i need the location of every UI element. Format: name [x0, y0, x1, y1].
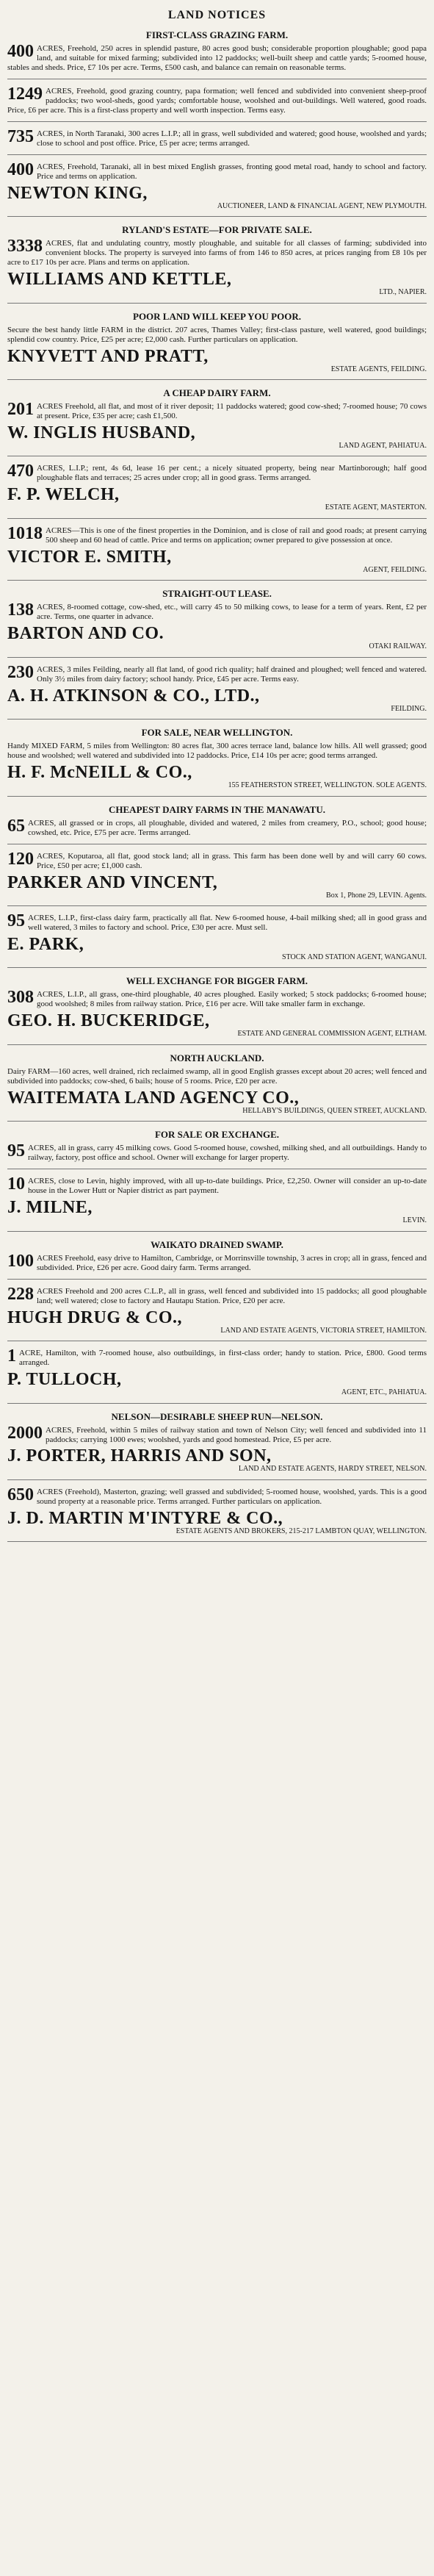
agent-details: ESTATE AGENTS AND BROKERS, 215-217 LAMBTON QUAY, WELLINGTON. — [176, 1526, 427, 1535]
ad-signature-block — [7, 270, 427, 297]
agent-details: ESTATE AND GENERAL COMMISSION AGENT, ELTHAM. — [237, 1030, 427, 1038]
agent-details: LAND AND ESTATE AGENTS, VICTORIA STREET, HAMILTON. — [220, 1326, 427, 1335]
agent-details: LTD., NAPIER. — [379, 288, 427, 297]
agent-details: LEVIN. — [402, 1216, 427, 1225]
ad-text: ACRES, Freehold, Taranaki, all in best mixed English grasses, fronting good metal road, handy to school and factory. Price and terms on application. — [37, 162, 427, 181]
ad-headline: A CHEAP DAIRY FARM. — [163, 387, 271, 399]
agent-name: NEWTON KING, — [7, 183, 148, 203]
ad-lead-number: 230 — [7, 662, 34, 682]
ad-signature-block — [7, 1089, 427, 1116]
ad-body — [7, 1284, 427, 1306]
ad-text: ACRES, Freehold, 250 acres in splendid pasture, 80 acres good bush; considerable proportion ploughable; good papa land, and suitable for mixed farming; subdivided into 12 paddocks; well-built sheep and cattle yards; 5-roomed house, stables and sheds. Price, £7 10s per acre. Terms, £500 cash, and balance can remain on reasonable terms. — [7, 44, 427, 72]
ad-body — [7, 523, 427, 545]
ad-body — [7, 159, 427, 182]
ad-block — [7, 1485, 427, 1542]
ad-signature-block — [7, 486, 427, 512]
ad-block — [7, 804, 427, 844]
ad-signature-block — [7, 1199, 427, 1225]
ad-body — [7, 464, 427, 483]
ad-block — [7, 311, 427, 380]
ad-text: ACRES, Freehold, within 5 miles of railway station and town of Nelson City; well fenced and subdivided into 11 paddocks; carrying 1000 ewes; woolshed, yards and good homestead. Price, £5 per acre. — [46, 1425, 427, 1444]
ad-block — [7, 387, 427, 456]
agent-details: Box 1, Phone 29, LEVIN. Agents. — [326, 891, 427, 900]
ad-block — [7, 1411, 427, 1480]
agent-details: AUCTIONEER, LAND & FINANCIAL AGENT, NEW PLYMOUTH. — [217, 201, 427, 210]
ad-text: ACRES (Freehold), Masterton, grazing; well grassed and subdivided; 5-roomed house, woolshed, yards. This is a good sound property at a reasonable price. Terms arranged. Further particulars on application. — [37, 1487, 427, 1506]
ad-text: ACRE, Hamilton, with 7-roomed house, also outbuildings, in first-class order; handy to station. Price, £800. Good terms arranged. — [19, 1349, 427, 1368]
ad-body — [7, 1174, 427, 1196]
agent-name: KNYVETT AND PRATT, — [7, 346, 209, 366]
ad-headline: WAIKATO DRAINED SWAMP. — [151, 1238, 283, 1250]
agent-details: LAND AGENT, PAHIATUA. — [339, 441, 427, 450]
ad-block — [7, 727, 427, 796]
ad-block — [7, 1052, 427, 1122]
ad-body — [7, 126, 427, 148]
agent-name: W. INGLIS HUSBAND, — [7, 423, 196, 442]
ad-lead-number: 470 — [7, 462, 34, 481]
ad-headline: STRAIGHT-OUT LEASE. — [162, 588, 272, 600]
ad-text: ACRES, all grassed or in crops, all ploughable, divided and watered, 2 miles from creamery, P.O., school; good house; cowshed, etc. Price, £75 per acre. Terms arranged. — [28, 818, 427, 837]
ad-headline: FOR SALE OR EXCHANGE. — [154, 1129, 280, 1141]
ad-body — [7, 1423, 427, 1445]
ad-lead-number: 95 — [7, 911, 25, 931]
ad-body — [7, 911, 427, 933]
ad-lead-number: 228 — [7, 1284, 34, 1304]
ad-signature-block — [7, 1447, 427, 1474]
ad-text: ACRES, Koputaroa, all flat, good stock land; all in grass. This farm has been done well by and will carry 60 cows. Price, £50 per acre; £1,000 cash. — [37, 851, 427, 870]
ad-signature-block — [7, 1309, 427, 1335]
agent-name: J. PORTER, HARRIS AND SON, — [7, 1446, 272, 1466]
ad-block — [7, 911, 427, 968]
agent-name: J. MILNE, — [7, 1198, 93, 1218]
ad-signature-block — [7, 1012, 427, 1038]
ad-lead-number: 65 — [7, 816, 25, 836]
ad-signature-block — [7, 548, 427, 575]
ad-lead-number: 120 — [7, 849, 34, 869]
ad-lead-number: 138 — [7, 600, 34, 620]
ad-block — [7, 588, 427, 657]
ad-signature-block — [7, 936, 427, 962]
ad-body — [7, 990, 427, 1009]
agent-name: HUGH DRUG & CO., — [7, 1307, 182, 1327]
ad-text: Secure the best handy little FARM in the district. 207 acres, Thames Valley; first-class pasture, well watered, good buildings; splendid cow country. Price, £25 per acre; £2,000 cash. Further particulars on application. — [7, 325, 427, 344]
ad-lead-number: 3338 — [7, 237, 43, 256]
ad-block — [7, 662, 427, 720]
agent-details: ESTATE AGENT, MASTERTON. — [325, 503, 427, 512]
ad-block — [7, 975, 427, 1044]
ad-body — [7, 662, 427, 684]
ad-block — [7, 523, 427, 581]
page-title: LAND NOTICES — [167, 9, 267, 21]
ad-signature-block — [7, 687, 427, 714]
agent-details: OTAKI RAILWAY. — [369, 642, 427, 651]
ad-text: ACRES Freehold, all flat, and most of it river deposit; 11 paddocks watered; good cow-shed; 7-roomed house; 70 cows at present. Price, £35 per acre; cash £1,500. — [37, 402, 427, 420]
ad-signature-block — [7, 1371, 427, 1397]
ad-text: ACRES, L.I.P.; rent, 4s 6d, lease 16 per cent.; a nicely situated property, being near Martinborough; half good ploughable flats and terraces; 25 acres under crop; all in good grass. Terms arranged. — [37, 464, 427, 483]
ad-headline: FIRST-CLASS GRAZING FARM. — [145, 29, 289, 40]
agent-name: WAITEMATA LAND AGENCY CO., — [7, 1088, 300, 1108]
ad-block — [7, 29, 427, 79]
agent-name: E. PARK, — [7, 934, 84, 954]
ad-block — [7, 1129, 427, 1169]
ad-lead-number: 201 — [7, 400, 34, 420]
ad-lead-number: 308 — [7, 988, 34, 1008]
ad-headline: NELSON—DESIRABLE SHEEP RUN—NELSON. — [111, 1410, 323, 1422]
ad-block — [7, 126, 427, 155]
ad-block — [7, 159, 427, 217]
ad-text: ACRES Freehold, easy drive to Hamilton, Cambridge, or Morrinsville township, 3 acres in crop; all in grass, fenced and subdivided. Price, £26 per acre. Good dairy farm. Terms arranged. — [37, 1253, 427, 1272]
ad-body — [7, 600, 427, 622]
ad-signature-block — [7, 625, 427, 651]
ad-signature-block — [7, 424, 427, 451]
agent-name: PARKER AND VINCENT, — [7, 872, 218, 892]
ad-block — [7, 1284, 427, 1341]
ad-text: ACRES, flat and undulating country, mostly ploughable, and suitable for all classes of farming; subdivided into convenient blocks. The property is surveyed into farms of from 146 to 850 acres, at prices ranging from £8 10s per acre to £17 10s per acre. Plans and terms on application. — [7, 239, 427, 268]
ad-lead-number: 650 — [7, 1485, 34, 1504]
ad-body — [7, 816, 427, 838]
ad-text: ACRES Freehold and 200 acres C.L.P., all in grass, well fenced and subdivided into 15 paddocks; all good ploughable land; well watered; close to factory and Hautapu Station. Price, £20 per acre. — [37, 1286, 427, 1305]
ad-lead-number: 1 — [7, 1346, 16, 1366]
ad-signature-block — [7, 348, 427, 374]
ad-signature-block — [7, 764, 427, 790]
ad-headline: RYLAND'S ESTATE—FOR PRIVATE SALE. — [122, 224, 312, 236]
ad-headline: CHEAPEST DAIRY FARMS IN THE MANAWATU. — [109, 803, 325, 815]
ad-body — [7, 849, 427, 871]
agent-details: FEILDING. — [391, 704, 427, 713]
ad-lead-number: 735 — [7, 126, 34, 146]
ad-lead-number: 1018 — [7, 523, 43, 543]
ad-text: Dairy FARM—160 acres, well drained, rich reclaimed swamp, all in good English grasses except about 20 acres; well fenced and subdivided into paddocks; cow-shed, 6 bails; house of 5 rooms. Price, £20 per acre. — [7, 1066, 427, 1086]
ad-body — [7, 1141, 427, 1163]
agent-name: GEO. H. BUCKERIDGE, — [7, 1011, 210, 1031]
ad-body — [7, 1251, 427, 1273]
classified-page — [7, 7, 427, 2561]
ad-body — [7, 326, 427, 345]
ad-text: ACRES, L.I.P., all grass, one-third ploughable, 40 acres ploughed. Easily worked; 5 stock paddocks; 6-roomed house; good woolshed; 8 miles from railway station. Price, £16 per acre. Will take smaller farm in exchange. — [37, 990, 427, 1009]
ad-body — [7, 402, 427, 421]
ad-block — [7, 849, 427, 906]
agent-details: ESTATE AGENTS, FEILDING. — [330, 365, 427, 373]
ads-list — [7, 29, 427, 1542]
ad-text: ACRES, Freehold, good grazing country, papa formation; well fenced and subdivided into convenient sheep-proof paddocks; two wool-sheds, good yards; comfortable house, woolshed and out-buildings. Well watered, good roads. Price, £6 per acre. This is a first-class property and well worth inspection. Terms easy. — [7, 86, 427, 115]
ad-body — [7, 44, 427, 73]
ad-text: ACRES, in North Taranaki, 300 acres L.I.P.; all in grass, well subdivided and watered; good house, woolshed and yards; close to school and post office. Price, £5 per acre; terms arranged. — [37, 129, 427, 148]
agent-name: F. P. WELCH, — [7, 485, 120, 505]
ad-signature-block — [7, 184, 427, 211]
ad-block — [7, 464, 427, 518]
ad-lead-number: 100 — [7, 1251, 34, 1271]
ad-block — [7, 84, 427, 122]
ad-lead-number: 400 — [7, 159, 34, 179]
ad-block — [7, 1239, 427, 1280]
ad-headline: WELL EXCHANGE FOR BIGGER FARM. — [126, 975, 308, 987]
agent-name: WILLIAMS AND KETTLE, — [7, 270, 232, 290]
ad-text: ACRES, 8-roomed cottage, cow-shed, etc., will carry 45 to 50 milking cows, to lease for a term of years. Rent, £2 per acre. Terms, one quarter in advance. — [37, 603, 427, 622]
ad-signature-block — [7, 1510, 427, 1536]
ad-text: ACRES, close to Levin, highly improved, with all up-to-date buildings. Price, £2,250. Owner will consider an up-to-date house in the Lower Hutt or Napier district as part payment. — [28, 1177, 427, 1196]
agent-details: AGENT, FEILDING. — [363, 565, 427, 574]
ad-block — [7, 1346, 427, 1403]
agent-name: BARTON AND CO. — [7, 624, 164, 644]
agent-details: STOCK AND STATION AGENT, WANGANUI. — [282, 952, 427, 961]
ad-body — [7, 1485, 427, 1507]
ad-lead-number: 400 — [7, 42, 34, 61]
ad-headline: NORTH AUCKLAND. — [170, 1052, 264, 1063]
ad-signature-block — [7, 874, 427, 900]
agent-details: HELLABY'S BUILDINGS, QUEEN STREET, AUCKLAND. — [242, 1106, 427, 1115]
ad-lead-number: 2000 — [7, 1423, 43, 1443]
ad-headline: POOR LAND WILL KEEP YOU POOR. — [133, 310, 301, 322]
ad-lead-number: 1249 — [7, 84, 43, 104]
agent-name: J. D. MARTIN M'INTYRE & CO., — [7, 1508, 283, 1528]
agent-details: LAND AND ESTATE AGENTS, HARDY STREET, NELSON. — [238, 1465, 427, 1474]
agent-details: 155 FEATHERSTON STREET, WELLINGTON. SOLE AGENTS. — [228, 781, 427, 790]
ad-lead-number: 10 — [7, 1174, 25, 1194]
ad-lead-number: 95 — [7, 1141, 25, 1161]
ad-block — [7, 1174, 427, 1231]
agent-details: AGENT, ETC., PAHIATUA. — [341, 1388, 427, 1397]
ad-text: ACRES—This is one of the finest properties in the Dominion, and is close of rail and good roads; at present carrying 500 sheep and 60 head of cattle. Price and terms on application; owner prepared to give possession at once. — [46, 525, 427, 545]
ad-block — [7, 224, 427, 303]
ad-body — [7, 84, 427, 115]
ad-text: ACRES, all in grass, carry 45 milking cows. Good 5-roomed house, cowshed, milking shed, and all outbuildings. Handy to railway, factory, post office and school. Owner will exchange for larger property. — [28, 1144, 427, 1163]
ad-headline: FOR SALE, NEAR WELLINGTON. — [141, 727, 293, 739]
agent-name: VICTOR E. SMITH, — [7, 547, 172, 567]
ad-body — [7, 239, 427, 268]
agent-name: H. F. McNEILL & CO., — [7, 763, 192, 783]
agent-name: P. TULLOCH, — [7, 1370, 122, 1390]
ad-text: ACRES, L.I.P., first-class dairy farm, practically all flat. New 6-roomed house, 4-bail milking shed; all in good grass and well watered, 3 miles to factory and school. Price, £30 per acre. Must sell. — [28, 914, 427, 932]
ad-body — [7, 742, 427, 761]
ad-body — [7, 1346, 427, 1368]
ad-text: Handy MIXED FARM, 5 miles from Wellington: 80 acres flat, 300 acres terrace land, balance low hills. All well grassed; good house and woolshed; well watered and subdivided into 12 paddocks. Price, £14 10s per acre; good terms arranged. — [7, 742, 427, 761]
ad-text: ACRES, 3 miles Feilding, nearly all flat land, of good rich quality; half drained and ploughed; well fenced and watered. Only 3½ miles from dairy factory; school handy. Price, £45 per acre. Terms easy. — [37, 664, 427, 684]
ad-body — [7, 1067, 427, 1086]
agent-name: A. H. ATKINSON & CO., LTD., — [7, 686, 260, 706]
